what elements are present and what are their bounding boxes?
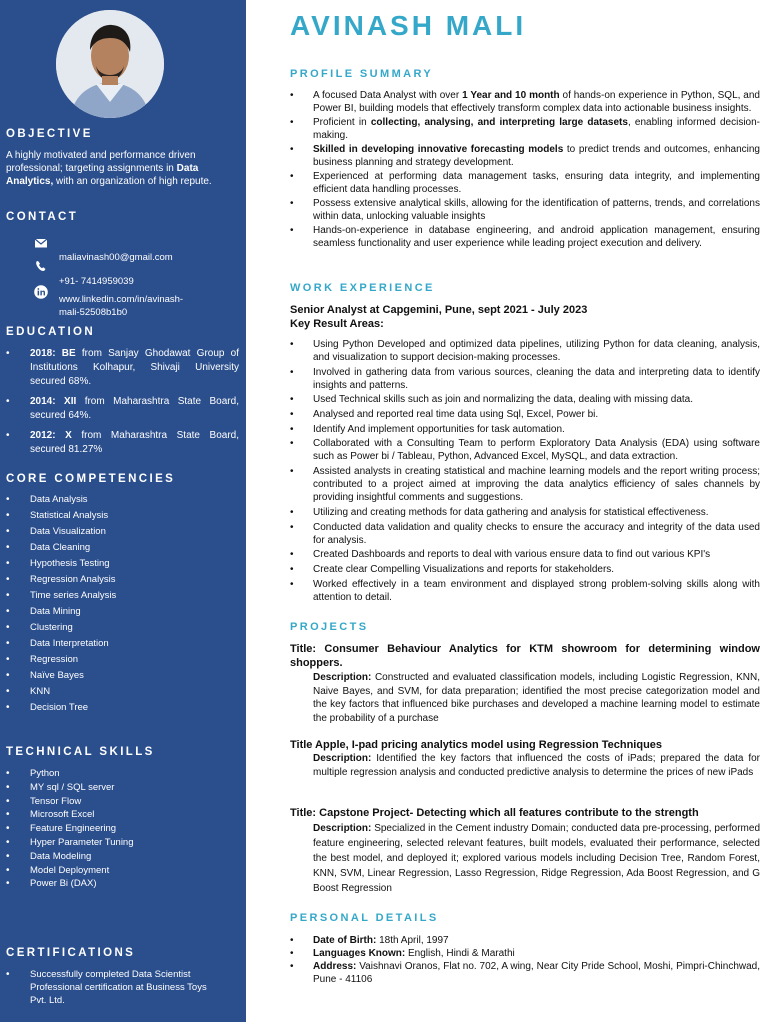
sidebar xyxy=(0,0,246,1022)
education-detail: from Maharashtra State Board, secured 64%. xyxy=(30,396,239,421)
description-label: Description: xyxy=(313,753,372,764)
competency-item: • Naïve Bayes xyxy=(6,668,242,684)
competency-item: • Data Analysis xyxy=(6,492,242,508)
profile-item: • Possess extensive analytical skills, allowing for the identification of patterns, trends, and correlations within data, unlocking valuable insights xyxy=(290,197,760,223)
personal-label: Languages Known: xyxy=(313,948,406,959)
work-item: • Using Python Developed and optimized data pipelines, utilizing Python for data cleaning, analysis, and visualization to support decision-making processes. xyxy=(290,338,760,364)
project-title: Title: Capstone Project- Detecting which all features contribute to the strength xyxy=(290,807,699,819)
profile-text: Proficient in xyxy=(313,117,371,128)
work-item: • Utilizing and creating methods for data gathering and analysis for statistical effectiveness. xyxy=(290,506,760,519)
work-items-list xyxy=(290,338,760,605)
personal-label: Address: xyxy=(313,961,357,972)
certifications-list xyxy=(6,968,211,1007)
key-result-areas-label: Key Result Areas: xyxy=(290,318,384,330)
profile-item xyxy=(290,143,760,169)
competency-item: • Regression Analysis xyxy=(6,572,242,588)
education-item xyxy=(6,347,239,389)
profile-item xyxy=(290,116,760,142)
education-detail: from Maharashtra State Board, secured 81.27% xyxy=(30,430,239,455)
profile-text: A focused Data Analyst with over xyxy=(313,90,463,101)
objective-text-part: A highly motivated and performance driven professional; targeting assignments in xyxy=(6,150,196,174)
description-text: Specialized in the Cement industry Domain; conducted data pre-processing, performed feature engineering, selected relevant features, built models, evaluated their performance, selected the best model, and deployed it; explored various models including Decision Tree, Random Forest, KNN, SVM, Linear Regression, Lasso Regression, Ridge Regression, Ada Boost Regression, and G Boost Regression xyxy=(313,823,760,894)
personal-value: English, Hindi & Marathi xyxy=(405,948,515,959)
education-item xyxy=(6,395,239,423)
profile-text: , enabling informed decision-making. xyxy=(313,117,760,141)
education-detail: from Sanjay Ghodawat Group of Institutions Kolhapur, Shivaji University secured 68%. xyxy=(30,348,240,387)
profile-text-bold: Skilled in developing innovative forecasting models xyxy=(313,144,564,155)
linkedin-line: mali-52508b1b0 xyxy=(59,307,128,318)
competency-item: • Data Interpretation xyxy=(6,636,242,652)
description-label: Description: xyxy=(313,672,372,683)
skill-item: • Power Bi (DAX) xyxy=(6,877,242,891)
project-title: Title Apple, I-pad pricing analytics model using Regression Techniques xyxy=(290,739,663,751)
objective-text-bold: Data Analytics, xyxy=(6,163,199,187)
education-year: 2014: XII xyxy=(30,396,77,407)
personal-value: 18th April, 1997 xyxy=(376,935,449,946)
profile-text: of hands-on experience in Python, SQL, and Power BI, building models that effectively transform complex data into actionable business insights. xyxy=(313,90,760,114)
project-description xyxy=(313,671,760,725)
personal-item xyxy=(290,934,760,947)
personal-item xyxy=(290,960,760,986)
profile-item: • Hands-on-experience in database engineering, and android application management, ensuring seamless functionality and user experience while leading project execution and delivery. xyxy=(290,224,760,250)
personal-value: Vaishnavi Oranos, Flat no. 702, A wing, Near City Pride School, Moshi, Pimpri-Chinchwad, Pune - 41106 xyxy=(313,961,760,985)
linkedin-link[interactable] xyxy=(59,293,183,319)
competency-item: • Data Mining xyxy=(6,604,242,620)
work-item: • Identify And implement opportunities for task automation. xyxy=(290,423,760,436)
profile-photo xyxy=(56,10,164,118)
personal-details-heading: PERSONAL DETAILS xyxy=(290,912,439,924)
profile-summary-list xyxy=(290,89,760,251)
project-description xyxy=(313,752,760,779)
competency-item: • Decision Tree xyxy=(6,700,242,716)
skill-item: • Model Deployment xyxy=(6,864,242,878)
profile-text-bold: 1 Year and 10 month xyxy=(462,90,560,101)
description-text: Constructed and evaluated classification models, including Logistic Regression, KNN, Naive Bayes, and SVM, for data preparation; identified the most precise categorization model and the key factors that influenced bike purchases and developed a machine learning model to estimate the probability of a purchase xyxy=(313,672,760,724)
work-item: • Conducted data validation and quality checks to ensure the accuracy and integrity of the data used for analysis. xyxy=(290,521,760,547)
profile-item: • Experienced at performing data management tasks, ensuring data integrity, and implementing efficient data handling processes. xyxy=(290,170,760,196)
email-address[interactable]: maliavinash00@gmail.com xyxy=(59,252,173,263)
competency-item: • KNN xyxy=(6,684,242,700)
linkedin-line: www.linkedin.com/in/avinash- xyxy=(59,294,184,305)
project-description xyxy=(313,821,760,896)
competency-item: • Data Cleaning xyxy=(6,540,242,556)
profile-item xyxy=(290,89,760,115)
work-item: • Create clear Compelling Visualizations and reports for stakeholders. xyxy=(290,563,760,576)
work-item: • Assisted analysts in creating statistical and machine learning models and the report writing process; contributed to a project aimed at improving the data analytics efficiency of sales channels by providing insightful comments and suggestions. xyxy=(290,465,760,504)
education-year: 2018: BE xyxy=(30,348,76,359)
education-year: 2012: X xyxy=(30,430,72,441)
skill-item: • Hyper Parameter Tuning xyxy=(6,836,242,850)
competencies-heading: CORE COMPETENCIES xyxy=(6,473,176,485)
education-item xyxy=(6,429,239,457)
candidate-name: AVINASH MALI xyxy=(290,10,527,41)
skill-item: • MY sql / SQL server xyxy=(6,781,242,795)
skill-item: • Feature Engineering xyxy=(6,822,242,836)
personal-item xyxy=(290,947,760,960)
work-item: • Collaborated with a Consulting Team to perform Exploratory Data Analysis (EDA) using software such as Power bi / Tableau, Python, Advanced Excel, MySQL, and data extraction. xyxy=(290,437,760,463)
certification-item: • Successfully completed Data Scientist Professional certification at Business Toys Pvt. Ltd. xyxy=(6,968,211,1007)
competencies-list xyxy=(6,492,242,716)
technical-skills-list xyxy=(6,767,242,891)
work-item: • Created Dashboards and reports to deal with various ensure data to find out various KPI's xyxy=(290,548,760,561)
work-item: • Analysed and reported real time data using Sql, Excel, Power bi. xyxy=(290,408,760,421)
description-text: Identified the key factors that influenced the costs of iPads; prepared the data for multiple regression analysis and conducted predictive analysis to determine the prices of new iPads xyxy=(313,753,760,778)
work-item: • Used Technical skills such as join and normalizing the data, dealing with missing data. xyxy=(290,393,760,406)
profile-text-bold: collecting, analysing, and interpreting large datasets xyxy=(370,117,628,128)
job-role: Senior Analyst at Capgemini, Pune, sept 2021 - July 2023 xyxy=(290,304,588,316)
competency-item: • Time series Analysis xyxy=(6,588,242,604)
education-heading: EDUCATION xyxy=(6,326,96,338)
linkedin-icon xyxy=(34,285,48,299)
skill-item: • Microsoft Excel xyxy=(6,808,242,822)
competency-item: • Hypothesis Testing xyxy=(6,556,242,572)
contact-heading: CONTACT xyxy=(6,211,79,223)
education-list xyxy=(6,347,239,463)
description-label: Description: xyxy=(313,823,372,834)
email-icon xyxy=(34,236,48,250)
objective-heading: OBJECTIVE xyxy=(6,128,93,140)
phone-icon xyxy=(34,259,48,273)
skill-item: • Tensor Flow xyxy=(6,795,242,809)
competency-item: • Statistical Analysis xyxy=(6,508,242,524)
personal-label: Date of Birth: xyxy=(313,935,377,946)
phone-number[interactable]: +91- 7414959039 xyxy=(59,276,134,287)
competency-item: • Regression xyxy=(6,652,242,668)
work-item: • Involved in gathering data from various sources, cleaning the data and interpreting data to identify insights and patterns. xyxy=(290,366,760,392)
work-item: • Worked effectively in a team environment and displayed strong problem-solving skills along with attention to detail. xyxy=(290,578,760,604)
technical-skills-heading: TECHNICAL SKILLS xyxy=(6,746,155,758)
objective-text xyxy=(6,149,238,188)
personal-details-list xyxy=(290,934,760,986)
certifications-heading: CERTIFICATIONS xyxy=(6,947,136,959)
competency-item: • Clustering xyxy=(6,620,242,636)
profile-text: to predict trends and outcomes, enhancing business planning and strategy development. xyxy=(313,144,760,168)
project-title: Title: Consumer Behaviour Analytics for KTM showroom for determining window shoppers. xyxy=(290,643,760,669)
profile-summary-heading: PROFILE SUMMARY xyxy=(290,68,434,80)
skill-item: • Python xyxy=(6,767,242,781)
objective-text-part: with an organization of high repute. xyxy=(53,176,212,187)
skill-item: • Data Modeling xyxy=(6,850,242,864)
competency-item: • Data Visualization xyxy=(6,524,242,540)
work-experience-heading: WORK EXPERIENCE xyxy=(290,282,435,294)
projects-heading: PROJECTS xyxy=(290,621,369,633)
